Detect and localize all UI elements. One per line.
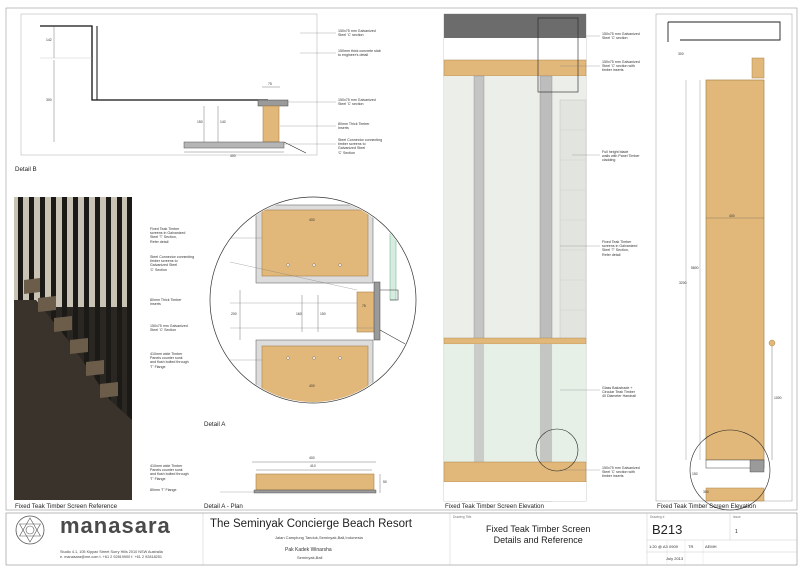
detail-a-drawing — [210, 197, 416, 410]
detail-a-plan-note-2: 80mm 'T' Flange — [150, 488, 177, 492]
company-logo-text: manasara — [60, 513, 171, 538]
company-address: Studio 4.1, 105 Kippax Street Surry Hills 2010 NSW Australia e. manasara@me.com t. +61 2 92819900 f. +61 2 92818251 — [60, 550, 163, 559]
timber-screen-reference-photo — [14, 197, 132, 500]
detail-b-note-4: 80mm Thick Timber Inserts — [338, 122, 370, 131]
elevation-1-note-1: 150x75 mm Galvanized Steel 'C' section — [602, 32, 640, 41]
elevation-2-dim: 150 — [692, 472, 698, 476]
detail-a-dim: 400 — [309, 218, 315, 222]
elevation-2-dim: 300 — [703, 490, 709, 494]
detail-b-drawing — [21, 14, 336, 155]
reference-caption: Fixed Teak Timber Screen Reference — [15, 503, 118, 510]
detail-a-note-5: 410mm wide Timber Panels counter sunk and flush bolted through 'T' Flange — [150, 352, 189, 369]
elevation-2-drawing — [656, 14, 792, 510]
elevation-2-dim: 3200 — [679, 281, 687, 285]
detail-b-dim: 75 — [268, 82, 272, 86]
client-name: Pak Kadek Winarsha — [285, 547, 332, 553]
project-address: Jalan Camplung Tanduk,Seminyak,Bali,Indonesia — [275, 535, 363, 540]
elevation-1-note-2: 150x75 mm Galvanized Steel 'C' section with timber inserts — [602, 60, 640, 73]
detail-a-plan-dim: 50 — [383, 480, 387, 484]
detail-b-dim: 150 — [197, 120, 203, 124]
detail-b-caption: Detail B — [15, 166, 37, 173]
detail-a-plan-note-1: 410mm wide Timber Panels counter sunk and flush bolted through 'T' Flange — [150, 464, 189, 481]
detail-a-note-1: Fixed Teak Timber screens in Galvanized Steel 'T' Section, Refer detail — [150, 227, 186, 244]
elevation-2-dim: 300 — [678, 52, 684, 56]
elevation-1-note-4: Fixed Teak Timber screens in Galvanized Steel 'T' Section, Refer detail — [602, 240, 638, 257]
scale-value: 1:20 @ A3 — [649, 544, 668, 549]
client-location: Seminyak,Bali — [297, 555, 323, 560]
detail-a-dim: 150 — [320, 312, 326, 316]
elevation-2-caption: Fixed Teak Timber Screen Elevation — [657, 503, 756, 510]
detail-a-plan-caption: Detail A - Plan — [204, 503, 243, 510]
project-title: The Seminyak Concierge Beach Resort — [210, 518, 412, 530]
elevation-1-drawing — [444, 14, 600, 501]
detail-a-plan-dim: 400 — [309, 456, 315, 460]
drawing-title-label: Drawing Title — [453, 515, 472, 519]
elevation-1-caption: Fixed Teak Timber Screen Elevation — [445, 503, 544, 510]
detail-a-dim: 400 — [309, 384, 315, 388]
detail-b-dim: 140 — [220, 120, 226, 124]
detail-b-note-2: 150mm thick concrete slab to engineer's detail — [338, 49, 381, 58]
detail-b-dim: 142 — [46, 38, 52, 42]
detail-a-note-3: 80mm Thick Timber Inserts — [150, 298, 182, 307]
drawn-by: TR — [688, 544, 694, 549]
detail-b-note-3: 150x75 mm Galvanized Steel 'C' section — [338, 98, 376, 107]
detail-a-note-4: 150x75 mm Galvanized Steel 'C' Section — [150, 324, 188, 333]
detail-b-dim: 300 — [46, 98, 52, 102]
drawing-date: July 2013 — [666, 556, 684, 561]
detail-a-dim: 200 — [231, 312, 237, 316]
detail-b-dim: 400 — [230, 154, 236, 158]
detail-b-note-5: Steel Connector connecting timber screens to Galvanized Steel 'C' Section — [338, 138, 383, 155]
revision-label: Issue — [733, 515, 741, 519]
elevation-1-note-6: 150x75 mm Galvanized Steel 'C' section with timber inserts — [602, 466, 640, 479]
revision-value: 1 — [735, 529, 738, 535]
detail-a-note-2: Steel Connector connecting timber screens to Galvanized Steel 'C' Section — [150, 255, 195, 272]
detail-a-plan-dim: 410 — [310, 464, 316, 468]
detail-a-dim: 75 — [362, 304, 366, 308]
checked-by: AEMH — [705, 544, 717, 549]
drawing-number-label: Drawing # — [650, 515, 665, 519]
detail-a-caption: Detail A — [204, 421, 226, 428]
elevation-2-dim: 5800 — [691, 266, 699, 270]
elevation-2-dim: 1000 — [774, 396, 782, 400]
detail-a-dim: 160 — [296, 312, 302, 316]
elevation-1-note-5: Glass Balustrade + Circular Teak Timber 40 Diameter Handrail — [602, 386, 636, 399]
manasara-logo-icon — [16, 516, 44, 544]
elevation-2-dim: 400 — [729, 214, 735, 218]
job-number: 0909 — [669, 544, 678, 549]
drawing-title: Fixed Teak Timber Screen Details and Reference — [486, 524, 591, 545]
detail-a-plan-drawing — [220, 462, 380, 493]
detail-b-note-1: 150x75 mm Galvanized Steel 'C' section — [338, 29, 376, 38]
drawing-number: B213 — [652, 522, 683, 537]
elevation-1-note-3: Full height blade walls with Panel Timber cladding — [602, 150, 640, 163]
